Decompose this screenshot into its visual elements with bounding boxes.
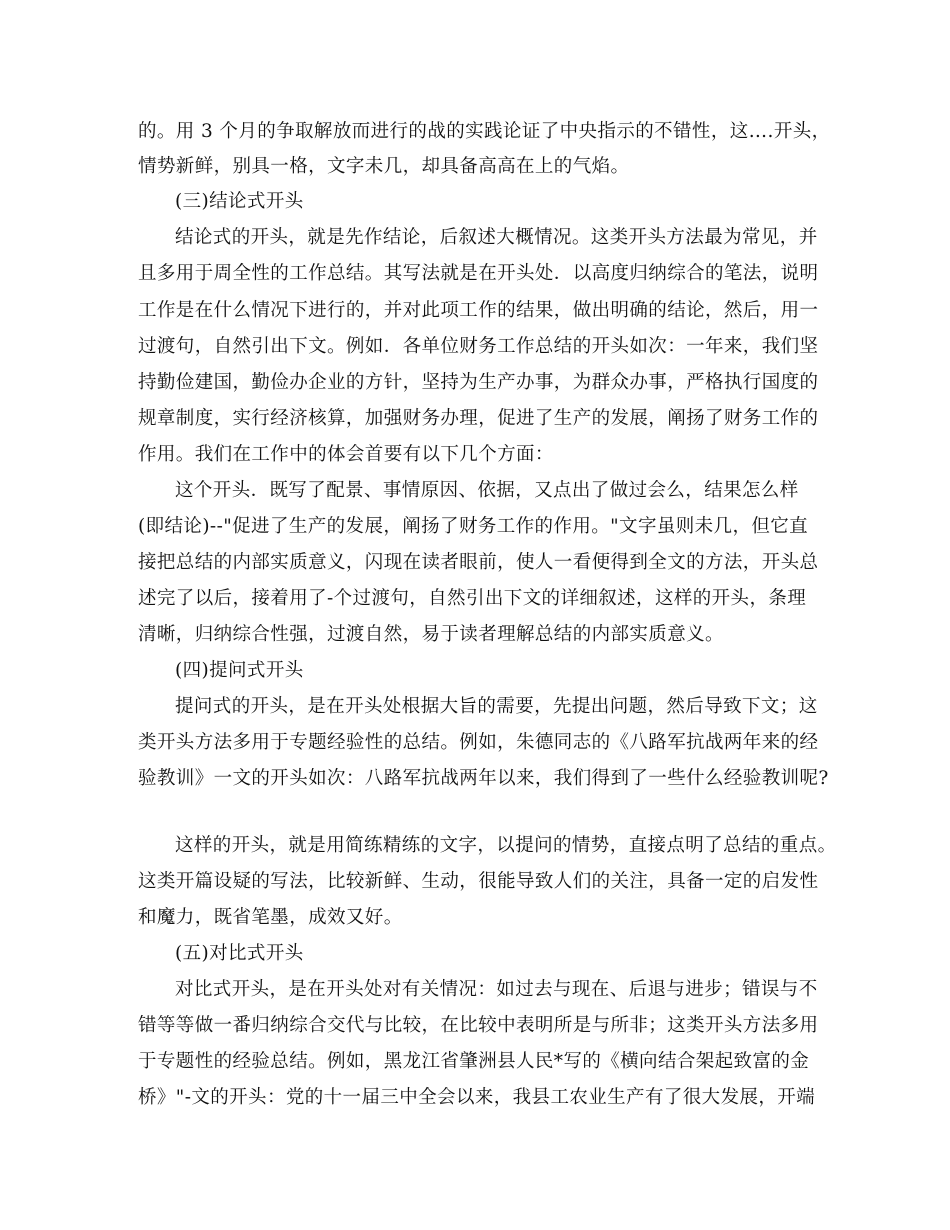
section-heading-4: (四)提问式开头: [175, 660, 304, 681]
text-line: 类开头方法多用于专题经验性的总结。例如，朱德同志的《八路军抗战两年来的经: [138, 732, 819, 753]
text-line: 提问式的开头，是在开头处根据大旨的需要，先提出问题，然后导致下文；这: [175, 696, 818, 717]
text-line: 且多用于周全性的工作总结。其写法就是在开头处．以高度归纳综合的笔法，说明: [138, 263, 819, 284]
text-line: (即结论)--"促进了生产的发展，阐扬了财务工作的作用。"文字虽则未几，但它直: [138, 516, 809, 537]
text-line: 这样的开头，就是用简练精练的文字，以提问的情势，直接点明了总结的重点。: [175, 835, 837, 856]
text-line: 过渡句，自然引出下文。例如．各单位财务工作总结的开头如次：一年来，我们坚: [138, 336, 819, 357]
text-line: 情势新鲜，别具一格，文字未几，却具备高高在上的气焰。: [138, 156, 630, 177]
text-line: 持勤俭建国，勤俭办企业的方针，坚持为生产办事，为群众办事，严格执行国度的: [138, 372, 819, 393]
section-heading-5: (五)对比式开头: [175, 943, 304, 964]
text-line: 的。用 3 个月的争取解放而进行的战的实践论证了中央指示的不错性，这….开头，: [138, 121, 831, 142]
text-line: 清晰，归纳综合性强，过渡自然，易于读者理解总结的内部实质意义。: [138, 624, 724, 645]
text-line: 规章制度，实行经济核算，加强财务办理，促进了生产的发展，阐扬了财务工作的: [138, 408, 819, 429]
text-line: 于专题性的经验总结。例如，黑龙江省肇洲县人民*写的《横向结合架起致富的金: [138, 1051, 810, 1072]
text-line: 和魔力，既省笔墨，成效又好。: [138, 907, 403, 928]
section-heading-3: (三)结论式开头: [175, 191, 304, 212]
text-line: 错等等做一番归纳综合交代与比较，在比较中表明所是与所非；这类开头方法多用: [138, 1015, 819, 1036]
text-line: 作用。我们在工作中的体会首要有以下几个方面：: [138, 444, 554, 465]
text-line: 结论式的开头，就是先作结论，后叙述大概情况。这类开头方法最为常见，并: [175, 227, 818, 248]
text-line: 桥》"-文的开头：党的十一届三中全会以来，我县工农业生产有了很大发展，开端: [138, 1087, 816, 1108]
text-line: 述完了以后，接着用了-个过渡句，自然引出下文的详细叙述，这样的开头，条理: [138, 588, 807, 609]
text-line: 这类开篇设疑的写法，比较新鲜、生动，很能导致人们的关注，具备一定的启发性: [138, 871, 819, 892]
text-line: 接把总结的内部实质意义，闪现在读者眼前，使人一看便得到全文的方法，开头总: [138, 552, 819, 573]
text-line: 这个开头．既写了配景、事情原因、依据，又点出了做过会么，结果怎么样: [175, 480, 799, 501]
text-line: 对比式开头，是在开头处对有关情况：如过去与现在、后退与进步；错误与不: [175, 979, 818, 1000]
text-line: 验教训》一文的开头如次：八路军抗战两年以来，我们得到了一些什么经验教训呢?: [138, 768, 829, 789]
text-line: 工作是在什么情况下进行的，并对此项工作的结果，做出明确的结论，然后，用一: [138, 300, 819, 321]
